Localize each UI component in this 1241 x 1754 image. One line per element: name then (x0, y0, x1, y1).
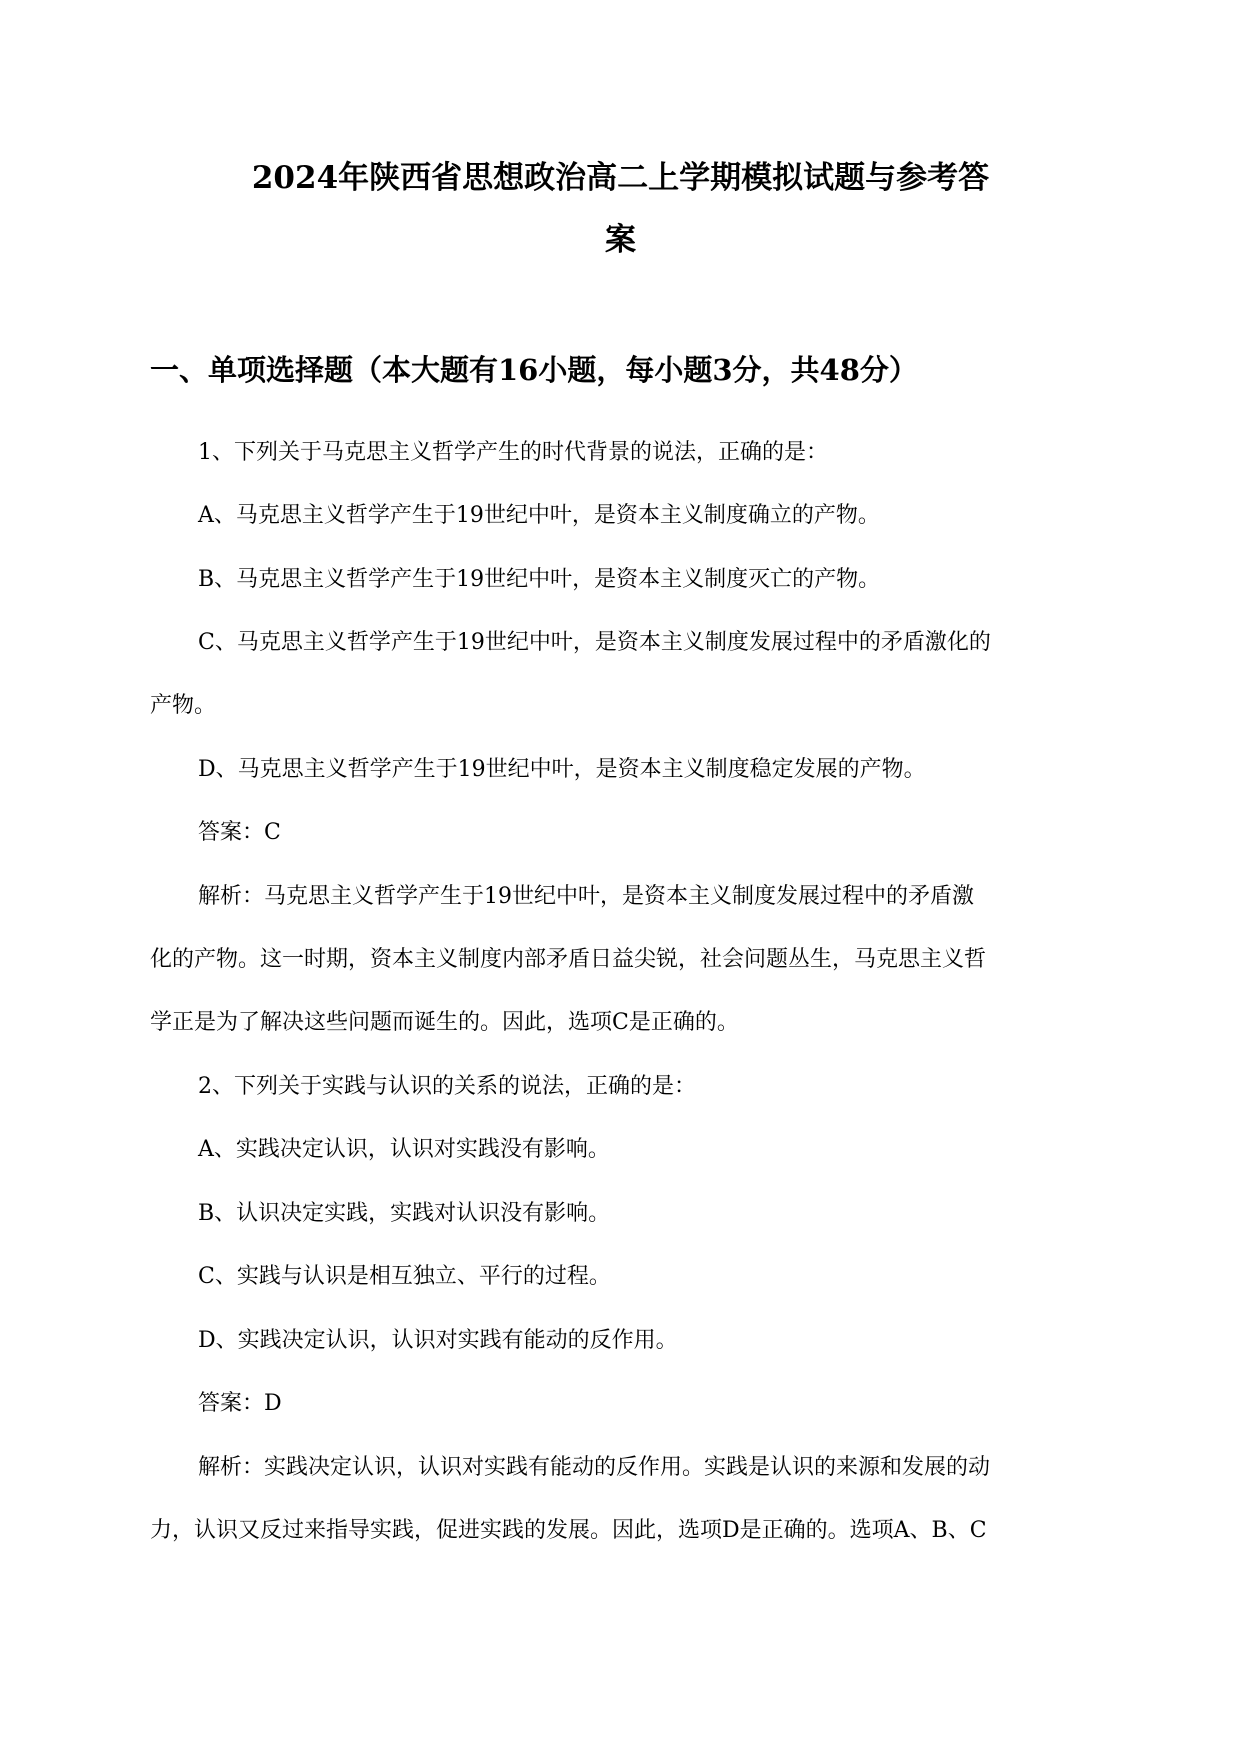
question-2-option-a: A、实践决定认识，认识对实践没有影响。 (198, 1137, 610, 1162)
question-1-option-d: D、马克思主义哲学产生于19世纪中叶，是资本主义制度稳定发展的产物。 (198, 757, 926, 782)
question-2-answer: 答案：D (198, 1391, 282, 1416)
question-2-option-c: C、实践与认识是相互独立、平行的过程。 (198, 1264, 611, 1289)
question-1-analysis-line-2: 化的产物。这一时期，资本主义制度内部矛盾日益尖锐，社会问题丛生，马克思主义哲 (150, 947, 987, 972)
question-1-analysis-line-3: 学正是为了解决这些问题而诞生的。因此，选项C是正确的。 (150, 1010, 739, 1035)
question-1-option-c-line-1: C、马克思主义哲学产生于19世纪中叶，是资本主义制度发展过程中的矛盾激化的 (198, 630, 991, 655)
question-1-option-a: A、马克思主义哲学产生于19世纪中叶，是资本主义制度确立的产物。 (198, 503, 880, 528)
question-1-option-c-line-2: 产物。 (150, 693, 217, 718)
document-title-line-2: 案 (605, 222, 636, 258)
section-heading: 一、单项选择题（本大题有16小题，每小题3分，共48分） (150, 353, 918, 387)
question-1-option-b: B、马克思主义哲学产生于19世纪中叶，是资本主义制度灭亡的产物。 (198, 567, 881, 592)
question-1-answer: 答案：C (198, 820, 281, 845)
question-2-option-d: D、实践决定认识，认识对实践有能动的反作用。 (198, 1328, 678, 1353)
question-2-option-b: B、认识决定实践，实践对认识没有影响。 (198, 1201, 611, 1226)
question-2-stem: 2、下列关于实践与认识的关系的说法，正确的是： (198, 1074, 696, 1099)
document-title-line-1: 2024年陕西省思想政治高二上学期模拟试题与参考答 (251, 160, 990, 196)
question-1-stem: 1、下列关于马克思主义哲学产生的时代背景的说法，正确的是： (198, 440, 828, 465)
question-2-analysis-line-2: 力，认识又反过来指导实践，促进实践的发展。因此，选项D是正确的。选项A、B、C (150, 1518, 987, 1543)
question-2-analysis-line-1: 解析：实践决定认识，认识对实践有能动的反作用。实践是认识的来源和发展的动 (198, 1455, 991, 1480)
question-1-analysis-line-1: 解析：马克思主义哲学产生于19世纪中叶，是资本主义制度发展过程中的矛盾激 (198, 884, 974, 909)
